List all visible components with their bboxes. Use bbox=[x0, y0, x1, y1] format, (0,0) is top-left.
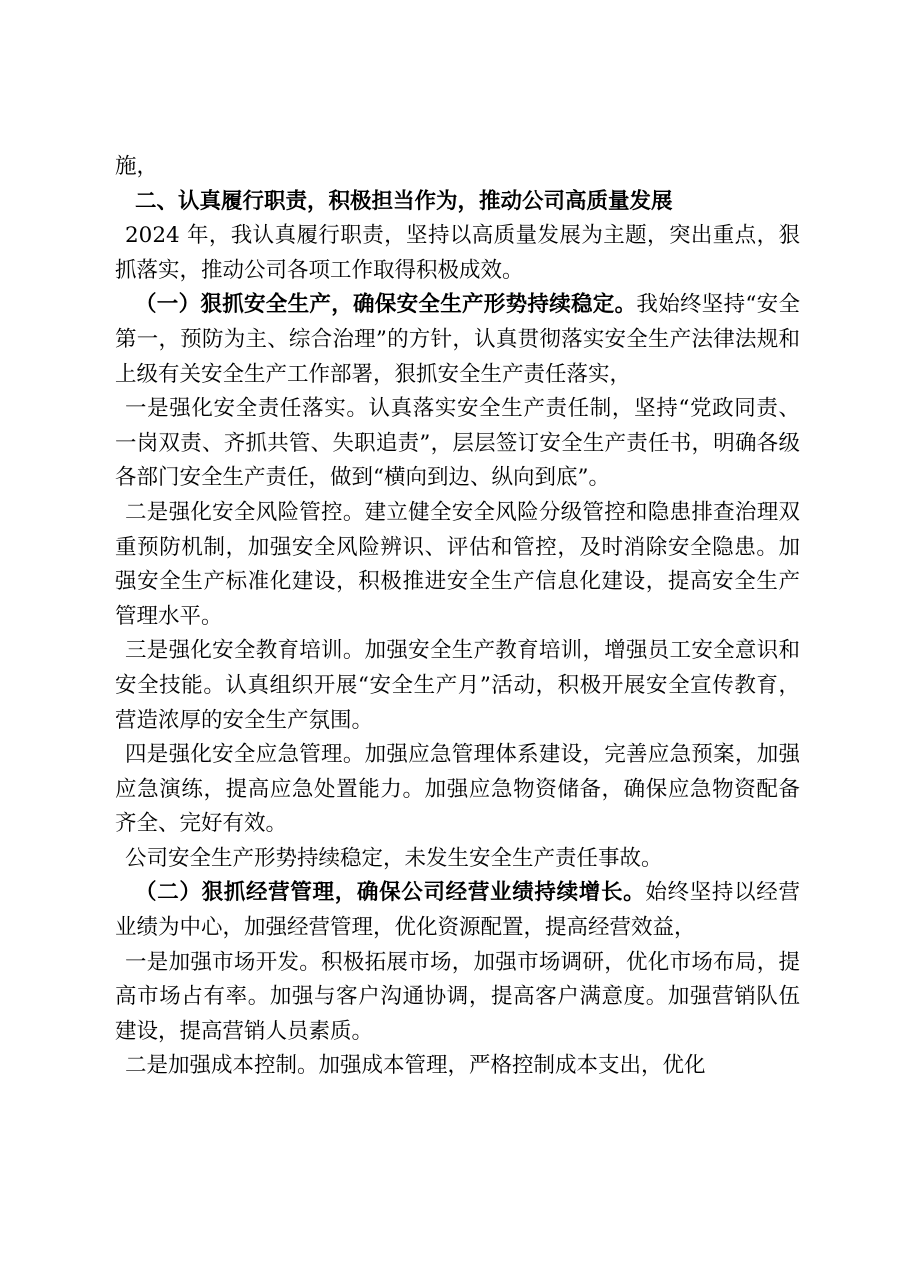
section-heading: 二、认真履行职责，积极担当作为，推动公司高质量发展 bbox=[135, 188, 673, 214]
section-intro-paragraph: 2024 年，我认真履行职责，坚持以高质量发展为主题，突出重点，狠抓落实，推动公司各项工作取得积极成效。 bbox=[115, 223, 800, 283]
subsection-1-paragraph bbox=[115, 288, 800, 392]
subsection-2-paragraph bbox=[115, 876, 800, 945]
list-item: 二是强化安全风险管控。建立健全安全风险分级管控和隐患排查治理双重预防机制，加强安全风险辨识、评估和管控，及时消除安全隐患。加强安全生产标准化建设，积极推进安全生产信息化建设，提高安全生产管理水平。 bbox=[115, 499, 800, 629]
document-body bbox=[115, 150, 800, 1084]
list-item: 四是强化安全应急管理。加强应急管理体系建设，完善应急预案，加强应急演练，提高应急处置能力。加强应急物资储备，确保应急物资配备齐全、完好有效。 bbox=[115, 742, 800, 837]
subsection-1-conclusion: 公司安全生产形势持续稳定，未发生安全生产责任事故。 bbox=[125, 845, 663, 871]
paragraph-continuation: 施， bbox=[115, 154, 159, 179]
list-item: 一是加强市场开发。积极拓展市场，加强市场调研，优化市场布局，提高市场占有率。加强与客户沟通协调，提高客户满意度。加强营销队伍建设，提高营销人员素质。 bbox=[115, 949, 800, 1044]
list-item: 三是强化安全教育培训。加强安全生产教育培训，增强员工安全意识和安全技能。认真组织开展“安全生产月”活动，积极开展安全宣传教育，营造浓厚的安全生产氛围。 bbox=[115, 638, 800, 733]
list-item: 二是加强成本控制。加强成本管理，严格控制成本支出，优化 bbox=[125, 1053, 706, 1079]
list-item: 一是强化安全责任落实。认真落实安全生产责任制，坚持“党政同责、一岗双责、齐抓共管、失职追责”，层层签订安全生产责任书，明确各级各部门安全生产责任，做到“横向到边、纵向到底”。 bbox=[115, 396, 800, 491]
subsection-1-body: 我始终坚持“安全第一，预防为主、综合治理”的方针，认真贯彻落实安全生产法律法规和上级有关安全生产工作部署，狠抓安全生产责任落实， bbox=[115, 292, 800, 387]
subsection-1-heading: （一）狠抓安全生产，确保安全生产形势持续稳定。 bbox=[135, 292, 637, 318]
subsection-2-body: 始终坚持以经营业绩为中心，加强经营管理，优化资源配置，提高经营效益， bbox=[115, 880, 800, 941]
subsection-2-heading: （二）狠抓经营管理，确保公司经营业绩持续增长。 bbox=[135, 880, 646, 906]
